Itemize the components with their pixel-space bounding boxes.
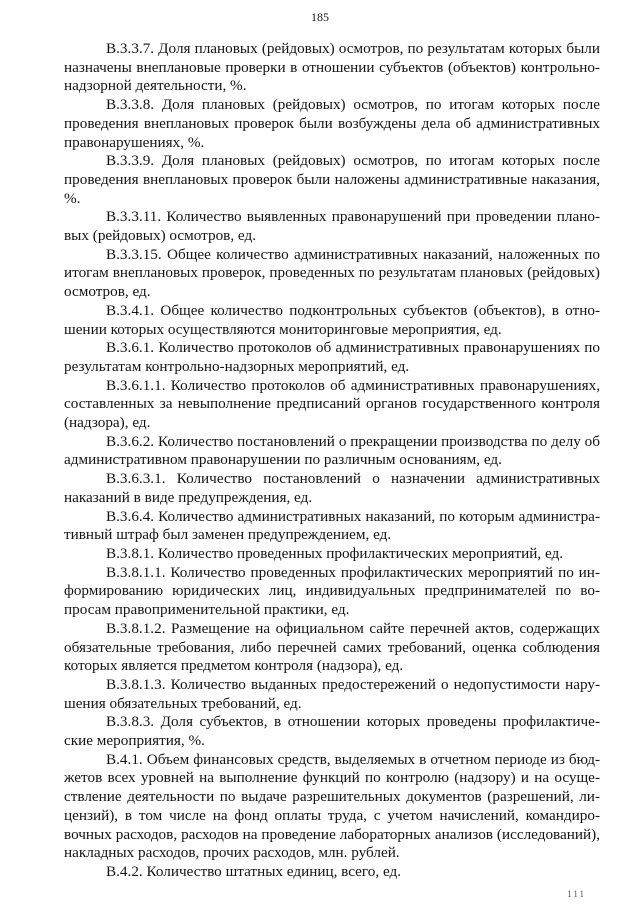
footer-mark: 111 (567, 889, 586, 899)
paragraph: В.3.3.11. Количество выявленных правонарушений при проведении плановых (рейдовых) осмотров, ед. (64, 208, 600, 245)
paragraph: В.3.4.1. Общее количество подконтрольных субъектов (объектов), в отношении которых осуществляются мониторинговые мероприятия, ед. (64, 301, 600, 338)
paragraph: В.3.6.1.1. Количество протоколов об административных правонарушениях, составленных за невыполнение предписаний органов государственного контроля (надзора), ед. (64, 376, 600, 432)
paragraph: В.3.8.1.1. Количество проведенных профилактических мероприятий по информированию юридических лиц, индивидуальных предпринимателей по вопросам правоприменительной практики, ед. (64, 563, 600, 619)
paragraph: В.3.8.1.3. Количество выданных предостережений о недопустимости нарушения обязательных требований, ед. (64, 675, 600, 712)
paragraph: В.3.3.8. Доля плановых (рейдовых) осмотров, по итогам которых после проведения внеплановых проверок были возбуждены дела об административных правонарушениях, %. (64, 96, 600, 151)
paragraph: В.3.8.1. Количество проведенных профилактических мероприятий, ед. (106, 544, 564, 562)
document-body (64, 40, 600, 882)
paragraph: В.4.1. Объем финансовых средств, выделяемых в отчетном периоде из бюджетов всех уровней на выполнение функций по контролю (надзору) и на осуществление деятельности по выдаче разрешительных документов (разрешений, лицензий), в том числе на фонд оплаты труда, с учетом начислений, командировочных расходов, расходов на проведение лабораторных анализов (исследований), накладных расходов, прочих расходов, млн. рублей. (64, 750, 600, 862)
paragraph: В.3.8.3. Доля субъектов, в отношении которых проведены профилактические мероприятия, %. (64, 713, 600, 750)
paragraph: В.3.8.1.2. Размещение на официальном сайте перечней актов, содержащих обязательные требования, либо перечней самих требований, оценка соблюдения которых является предметом контроля (надзора), ед. (64, 619, 600, 675)
paragraph: В.3.3.15. Общее количество административных наказаний, наложенных по итогам внеплановых проверок, проведенных по результатам плановых (рейдовых) осмотров, ед. (64, 245, 600, 301)
paragraph: В.3.3.9. Доля плановых (рейдовых) осмотров, по итогам которых после проведения внеплановых проверок были наложены административные наказания, %. (64, 152, 600, 207)
paragraph: В.4.2. Количество штатных единиц, всего, ед. (106, 862, 402, 880)
paragraph: В.3.6.4. Количество административных наказаний, по которым административный штраф был заменен предупреждением, ед. (64, 507, 600, 544)
paragraph: В.3.6.3.1. Количество постановлений о назначении административных наказаний в виде предупреждения, ед. (64, 470, 600, 506)
page-number: 185 (311, 10, 329, 24)
paragraph: В.3.6.1. Количество протоколов об административных правонарушениях по результатам контрольно-надзорных мероприятий, ед. (64, 339, 600, 375)
paragraph: В.3.3.7. Доля плановых (рейдовых) осмотров, по результатам которых были назначены внеплановые проверки в отношении субъектов (объектов) контрольно-надзорной деятельности, %. (64, 40, 600, 95)
paragraph: В.3.6.2. Количество постановлений о прекращении производства по делу об административном правонарушении по различным основаниям, ед. (64, 432, 600, 469)
